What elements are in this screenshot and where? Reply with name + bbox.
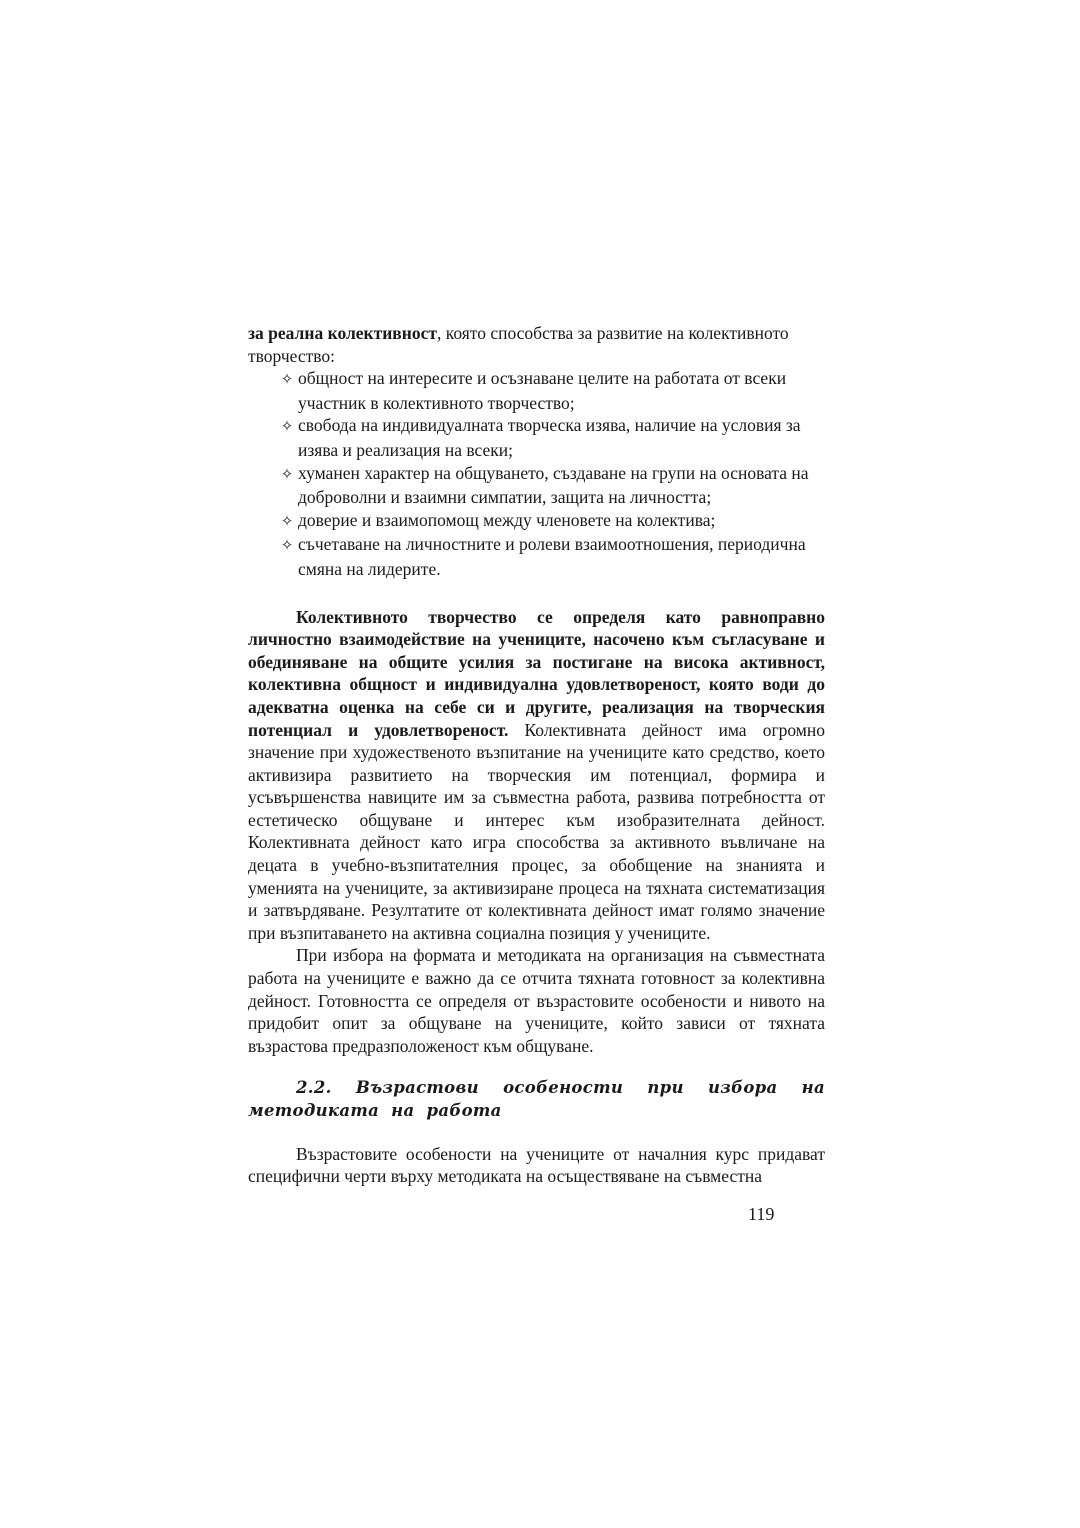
spacer xyxy=(248,1057,825,1077)
page-number: 119 xyxy=(748,1204,775,1224)
list-item-text: свобода на индивидуалната творческа изява, наличие на условия за изява и реализация на всеки; xyxy=(298,415,801,460)
list-item xyxy=(276,509,825,534)
bullet-list xyxy=(248,367,825,580)
list-item xyxy=(276,462,825,509)
list-item xyxy=(276,533,825,580)
list-item-text: доверие и взаимопомощ между членовете на колектива; xyxy=(298,509,716,530)
spacer xyxy=(248,581,825,606)
intro-bold-phrase: за реална колективност xyxy=(248,323,437,343)
definition-rest-text: Колективната дейност има огромно значение при художественото възпитание на учениците като средство, което активизира развитието на творческия им потенциал, формира и усъвършенства навиците им за съвместна работа, развива потребността от естетическо общуване и интерес към изобразителната дейност. Колективната дейност като игра способства за активното въвличане на децата в учебно-възпитателния процес, за обобщение на знанията и уменията на учениците, за активизиране процеса на тяхната систематизация и затвърдяване. Резултатите от колективната дейност имат голямо значение при възпитаването на активна социална позиция у учениците. xyxy=(248,719,825,943)
intro-text: , която способства за развитие на колективното творчество: xyxy=(248,323,789,366)
intro-paragraph xyxy=(248,322,825,367)
star-bullet-icon: ✧ xyxy=(280,372,294,389)
definition-paragraph xyxy=(248,606,825,945)
list-item-text: хуманен характер на общуването, създаване на групи на основата на доброволни и взаимни симпатии, защита на личността; xyxy=(298,462,809,508)
age-paragraph: Възрастовите особености на учениците от началния курс придават специфични черти върху методиката на осъществяване на съвместна xyxy=(248,1143,825,1187)
page-body xyxy=(248,322,825,1188)
star-bullet-icon: ✧ xyxy=(280,538,294,555)
star-bullet-icon: ✧ xyxy=(280,513,294,530)
spacer xyxy=(248,1123,825,1143)
list-item-text: общност на интересите и осъзнаване целите на работата от всеки участник в колективното творчество; xyxy=(298,368,787,413)
definition-bold-text: Колективното творчество се определя като равноправно личностно взаимодействие на учениците, насочено към съгласуване и обединяване на общите усилия за постигане на висока активност, колективна общност и индивидуална удовлетвореност, която води до адекватна оценка на себе си и другите, реализация на творческия потенциал и удовлетвореност. xyxy=(248,606,825,740)
star-bullet-icon: ✧ xyxy=(280,466,294,483)
list-item xyxy=(276,367,825,414)
star-bullet-icon: ✧ xyxy=(280,419,294,436)
readiness-paragraph: При избора на формата и методиката на организация на съвместната работа на учениците е важно да се отчита тяхната готовност за колективна дейност. Готовността се определя от възрастовите особености и нивото на придобит опит за общуване на учениците, който зависи от тяхната възрастова предразположеност към общуване. xyxy=(248,945,825,1056)
list-item-text: съчетаване на личностните и ролеви взаимоотношения, периодична смяна на лидерите. xyxy=(298,534,806,579)
list-item xyxy=(276,414,825,461)
section-heading: 2.2. Възрастови особености при избора на методиката на работа xyxy=(248,1078,825,1120)
